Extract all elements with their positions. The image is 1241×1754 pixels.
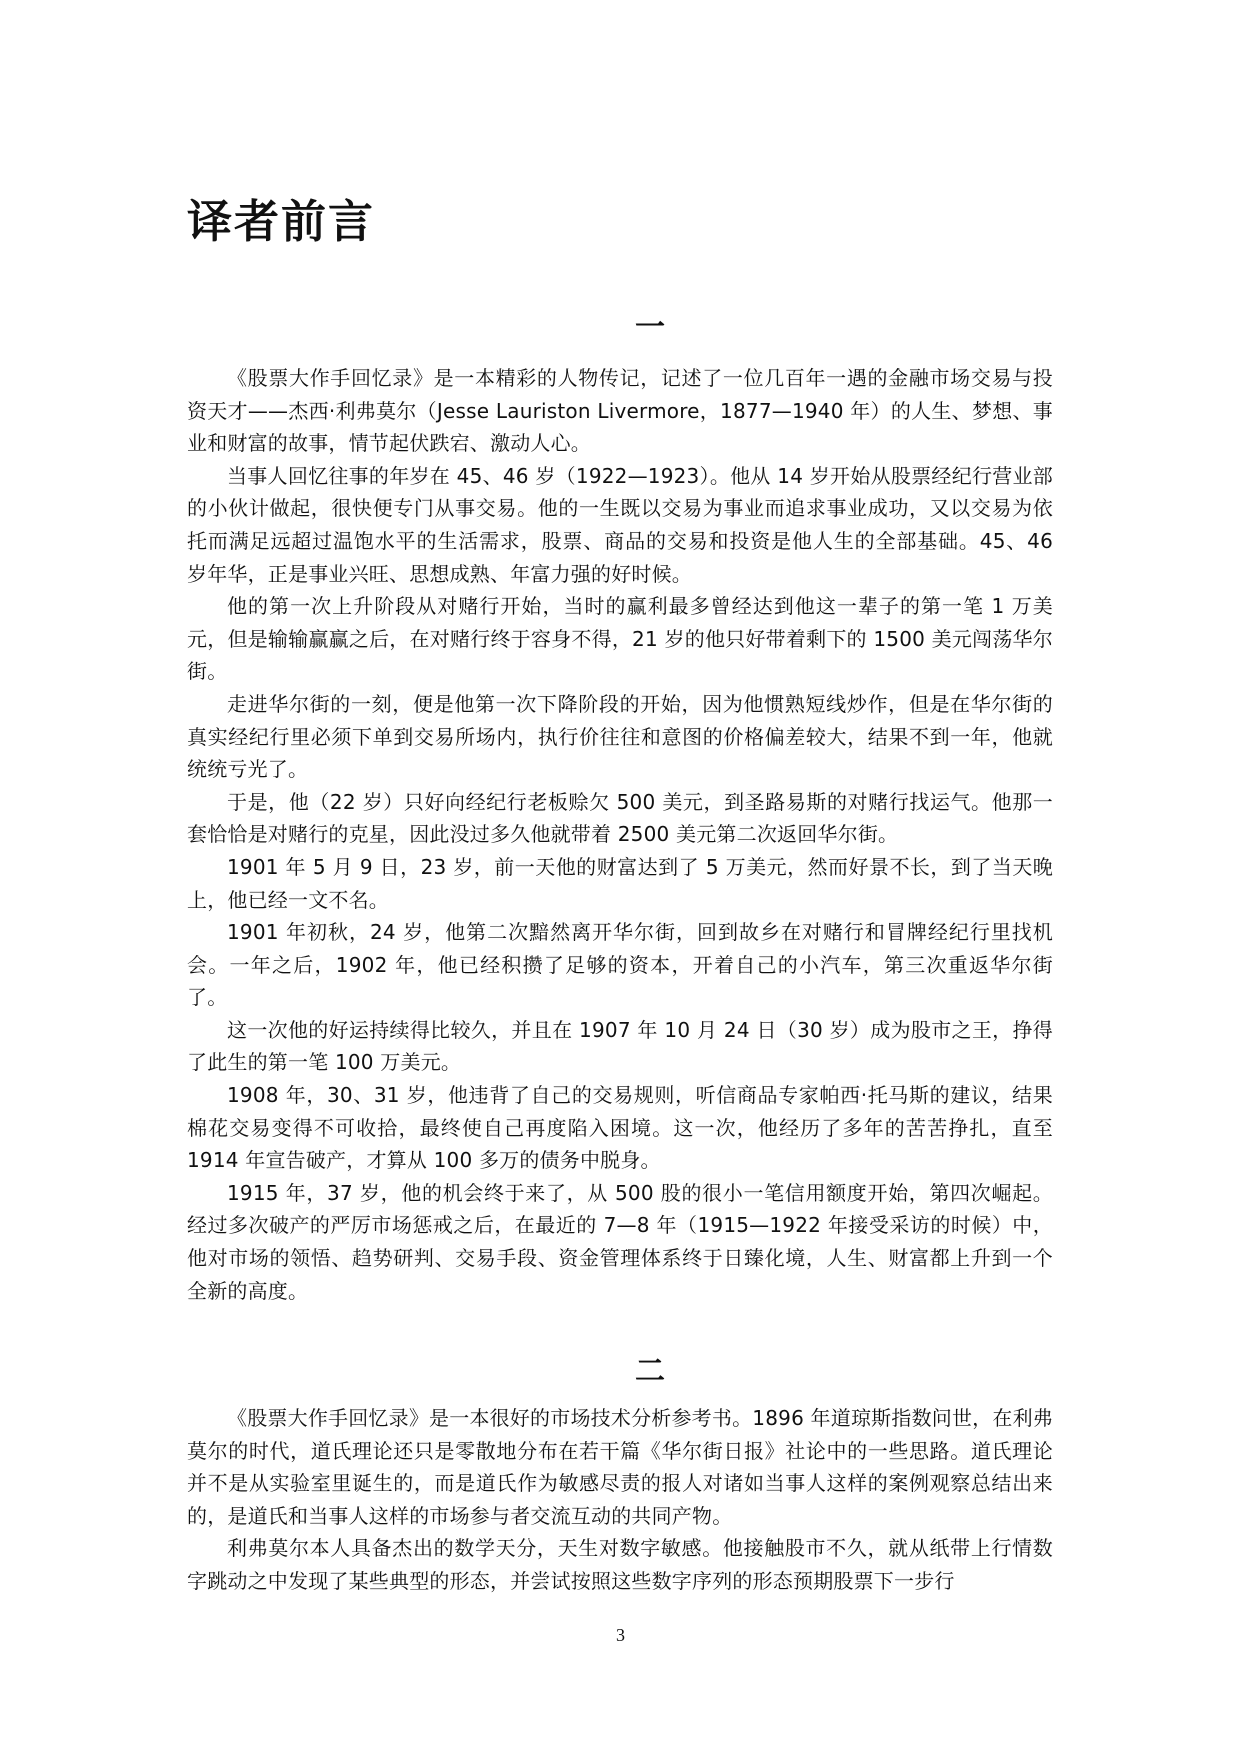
paragraph: 他的第一次上升阶段从对赌行开始，当时的赢利最多曾经达到他这一辈子的第一笔 1 万美元，但是输输赢赢之后，在对赌行终于容身不得，21 岁的他只好带着剩下的 1500 美元闯荡华尔街。 bbox=[187, 594, 1053, 684]
section-2-body bbox=[187, 1402, 1053, 1598]
section-1-body bbox=[187, 362, 1053, 1307]
paragraph: 1908 年，30、31 岁，他违背了自己的交易规则，听信商品专家帕西·托马斯的建议，结果棉花交易变得不可收拾，最终使自己再度陷入困境。这一次，他经历了多年的苦苦挣扎，直至 1914 年宣告破产，才算从 100 多万的债务中脱身。 bbox=[187, 1083, 1053, 1173]
paragraph: 利弗莫尔本人具备杰出的数学天分，天生对数字敏感。他接触股市不久，就从纸带上行情数字跳动之中发现了某些典型的形态，并尝试按照这些数字序列的形态预期股票下一步行 bbox=[187, 1536, 1053, 1593]
paragraph: 于是，他（22 岁）只好向经纪行老板赊欠 500 美元，到圣路易斯的对赌行找运气。他那一套恰恰是对赌行的克星，因此没过多久他就带着 2500 美元第二次返回华尔街。 bbox=[187, 789, 1053, 847]
paragraph: 《股票大作手回忆录》是一本很好的市场技术分析参考书。1896 年道琼斯指数问世，在利弗莫尔的时代，道氏理论还只是零散地分布在若干篇《华尔街日报》社论中的一些思路。道氏理论并不是从实验室里诞生的，而是道氏作为敏感尽责的报人对诸如当事人这样的案例观察总结出来的，是道氏和当事人这样的市场参与者交流互动的共同产物。 bbox=[187, 1406, 1053, 1528]
page-number: 3 bbox=[616, 1625, 625, 1645]
paragraph: 1901 年初秋，24 岁，他第二次黯然离开华尔街，回到故乡在对赌行和冒牌经纪行里找机会。一年之后，1902 年，他已经积攒了足够的资本，开着自己的小汽车，第三次重返华尔街了。 bbox=[187, 920, 1053, 1010]
paragraph: 这一次他的好运持续得比较久，并且在 1907 年 10 月 24 日（30 岁）成为股市之王，挣得了此生的第一笔 100 万美元。 bbox=[187, 1017, 1053, 1075]
section-2-numeral: 二 bbox=[635, 1354, 665, 1389]
paragraph: 1901 年 5 月 9 日，23 岁，前一天他的财富达到了 5 万美元，然而好景不长，到了当天晚上，他已经一文不名。 bbox=[187, 854, 1053, 912]
page-title: 译者前言 bbox=[187, 195, 376, 248]
section-1-numeral: 一 bbox=[635, 310, 665, 345]
paragraph: 当事人回忆往事的年岁在 45、46 岁（1922—1923）。他从 14 岁开始从股票经纪行营业部的小伙计做起，很快便专门从事交易。他的一生既以交易为事业而追求事业成功，又以交易为依托而满足远超过温饱水平的生活需求，股票、商品的交易和投资是他人生的全部基础。45、46 岁年华，正是事业兴旺、思想成熟、年富力强的好时候。 bbox=[187, 463, 1053, 586]
paragraph: 《股票大作手回忆录》是一本精彩的人物传记，记述了一位几百年一遇的金融市场交易与投资天才——杰西·利弗莫尔（Jesse Lauriston Livermore，1877—1940 年）的人生、梦想、事业和财富的故事，情节起伏跌宕、激动人心。 bbox=[187, 366, 1053, 456]
paragraph: 1915 年，37 岁，他的机会终于来了，从 500 股的很小一笔信用额度开始，第四次崛起。经过多次破产的严厉市场惩戒之后，在最近的 7—8 年（1915—1922 年接受采访的时候）中，他对市场的领悟、趋势研判、交易手段、资金管理体系终于日臻化境，人生、财富都上升到一个全新的高度。 bbox=[187, 1180, 1053, 1303]
paragraph: 走进华尔街的一刻，便是他第一次下降阶段的开始，因为他惯熟短线炒作，但是在华尔街的真实经纪行里必须下单到交易所场内，执行价往往和意图的价格偏差较大，结果不到一年，他就统统亏光了。 bbox=[187, 691, 1053, 782]
